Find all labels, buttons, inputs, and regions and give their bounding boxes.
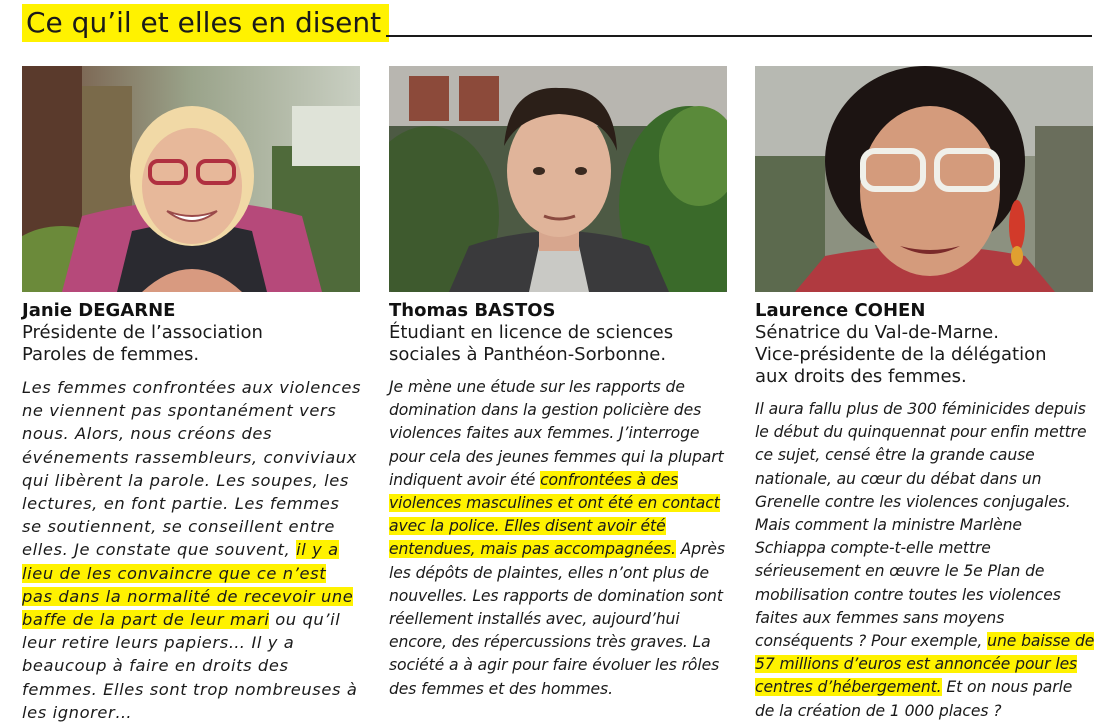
person-role-line: Présidente de l’association (22, 322, 263, 343)
quote-highlight: il y a lieu de les convaincre que ce n’est pas dans la normalité de recevoir une baffe de la part de leur mari (22, 540, 354, 630)
person-role-line: sociales à Panthéon-Sorbonne. (389, 344, 667, 365)
page-header (0, 0, 1114, 40)
testimony-quote (755, 398, 1095, 723)
person-name: Laurence COHEN (755, 300, 926, 321)
portrait-photo-bastos (389, 66, 727, 292)
portrait-photo-cohen (755, 66, 1093, 292)
testimony-quote (22, 376, 362, 724)
quote-text: Il aura fallu plus de 300 féminicides depuis le début du quinquennat pour enfin mettre ce sujet, censé être la grande cause nationale, au cœur du débat dans un Grenelle contre les violences conjugales. Mais comment la ministre Marlène Schiappa compte-t-elle mettre sérieusement en œuvre le 5e Plan de mobilisation contre toutes les violences faites aux femmes sans moyens conséquents ? Pour exemple, (755, 400, 1087, 651)
quote-highlight: une baisse de 57 millions d’euros est annoncée pour les centres d’hébergement. (755, 632, 1095, 697)
portrait-photo-degarne (22, 66, 360, 292)
testimony-bastos (389, 66, 729, 701)
person-name: Janie DEGARNE (22, 300, 176, 321)
testimony-cohen (755, 66, 1095, 723)
quote-highlight: confrontées à des violences masculines et ont été en contact avec la police. Elles disent avoir été entendues, mais pas accompagnées. (389, 470, 720, 559)
person-role-line: Paroles de femmes. (22, 344, 200, 365)
person-role-line: aux droits des femmes. (755, 366, 967, 387)
person-name: Thomas BASTOS (389, 300, 556, 321)
person-role-line: Vice-présidente de la délégation (755, 344, 1047, 365)
page-title: Ce qu’il et elles en disent (22, 4, 389, 42)
testimony-quote (389, 376, 729, 701)
person-role-line: Étudiant en licence de sciences (389, 322, 674, 343)
quote-text: Et on nous parle de la création de 1 000 places ? (755, 678, 1073, 720)
quote-text: ou qu’il leur retire leurs papiers… Il y a beaucoup à faire en droits des femmes. Elles sont trop nombreuses à les ignorer… (22, 610, 358, 722)
quote-text: Je mène une étude sur les rapports de domination dans la gestion policière des violences faites aux femmes. J’interroge pour cela des jeunes femmes qui la plupart indiquent avoir été (389, 378, 724, 489)
quote-text: Les femmes confrontées aux violences ne viennent pas spontanément vers nous. Alors, nous créons des événements rassembleurs, conviviaux qui libèrent la parole. Les soupes, les lectures, en font partie. Les femmes se soutiennent, se conseillent entre elles. Je constate que souvent, (22, 378, 362, 560)
title-rule (386, 35, 1092, 37)
testimony-degarne (22, 66, 362, 724)
person-role-line: Sénatrice du Val-de-Marne. (755, 322, 999, 343)
quote-text: Après les dépôts de plaintes, elles n’ont plus de nouvelles. Les rapports de domination sont réellement installés avec, aujourd’hui encore, des répercussions très graves. La société a à agir pour faire évoluer les rôles des femmes et des hommes. (389, 540, 725, 698)
